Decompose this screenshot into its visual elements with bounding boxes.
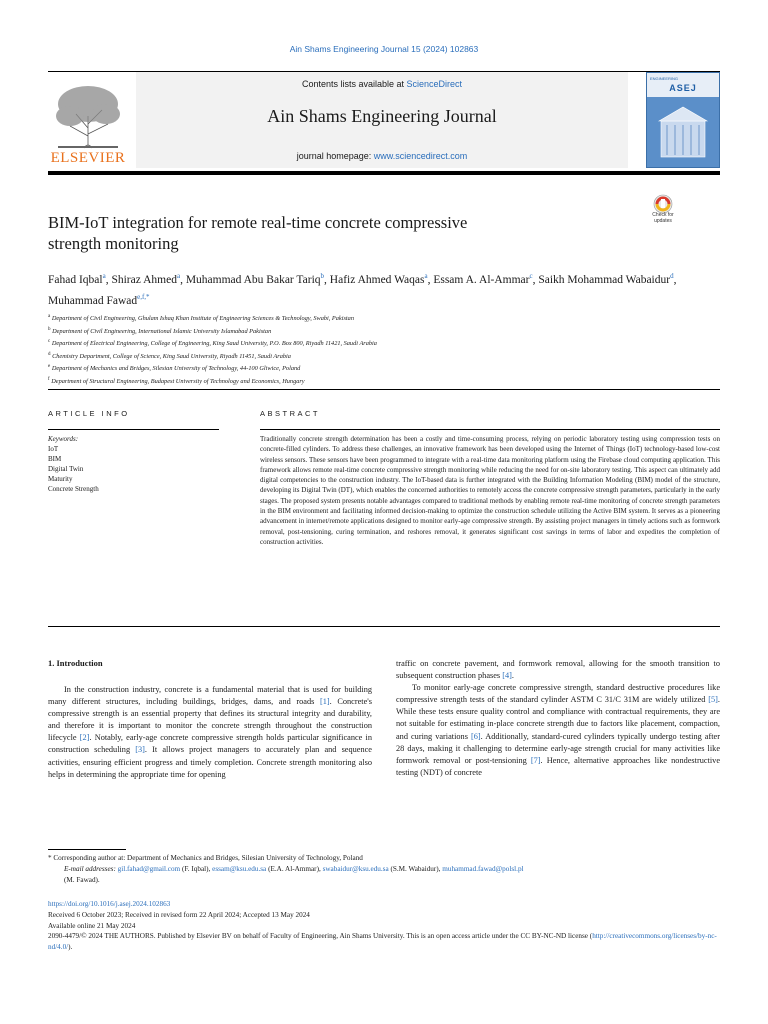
author-affiliation-mark[interactable]: e,f,* — [137, 292, 150, 301]
citation-link[interactable]: [7] — [530, 755, 541, 765]
keywords-list — [48, 444, 218, 494]
title-line-2: strength monitoring — [48, 234, 179, 253]
email-owner: (E.A. Al-Ammar), — [266, 864, 323, 873]
intro-paragraph-1 — [48, 684, 372, 781]
article-title — [48, 212, 608, 254]
cover-journal-abbr: ASEJ — [669, 83, 697, 93]
intro-paragraph-1-cont — [396, 658, 720, 682]
keyword: IoT — [48, 445, 59, 453]
affiliation — [48, 362, 688, 375]
affiliation-text: Department of Civil Engineering, Ghulam Ishaq Khan Institute of Engineering Sciences & Technology, Swabi, Pakistan — [51, 315, 354, 323]
citation-link[interactable]: [3] — [135, 745, 145, 755]
email-link[interactable]: muhammad.fawad@polsl.pl — [442, 864, 524, 873]
email-link[interactable]: essam@ksu.edu.sa — [212, 864, 267, 873]
paragraph-text: To monitor early-age concrete compressive strength, standard destructive procedures like compressive strength tests of the standard cylinder ASTM C 31/C 31M are widely utilized — [396, 683, 720, 705]
affiliation — [48, 337, 688, 350]
author-name[interactable]: Shiraz Ahmed — [111, 273, 177, 286]
email-tail: (M. Fawad). — [64, 875, 100, 884]
author-name[interactable]: Muhammad Fawad — [48, 294, 138, 307]
abstract-heading: ABSTRACT — [260, 409, 321, 418]
intro-paragraph-2 — [396, 682, 720, 779]
intro-right-column — [396, 658, 720, 779]
copyright-notice — [48, 931, 720, 953]
author-affiliation-mark[interactable]: a — [102, 272, 106, 280]
author-affiliation-mark[interactable]: a — [176, 272, 181, 280]
affiliation-text: Department of Civil Engineering, International Islamic University Islamabad Pakistan — [52, 327, 272, 335]
affiliation-text: Department of Mechanics and Bridges, Silesian University of Technology, 44-100 Gliwice, Poland — [51, 365, 301, 373]
journal-reference-link[interactable]: Ain Shams Engineering Journal 15 (2024) 102863 — [289, 44, 479, 54]
email-link[interactable]: gil.fahad@gmail.com — [117, 864, 181, 873]
paragraph-text: . Additionally, standard-cured cylinders typically undergo testing after 28 days, making it challenging to determine early-age strength crucial for many activities like formwork removal or post-tensioning — [396, 731, 720, 765]
publisher-name: ELSEVIER — [50, 150, 126, 166]
affiliation-mark: d — [48, 351, 51, 357]
footnotes — [48, 853, 720, 885]
email-link[interactable]: swabaidur@ksu.edu.sa — [322, 864, 389, 873]
author-name[interactable]: Saikh Mohammad Wabaidur — [538, 273, 671, 286]
keyword: BIM — [48, 455, 62, 463]
paragraph-text: traffic on concrete pavement, and formwork removal, allowing for the smooth transition to subsequent construction phases — [396, 659, 720, 681]
affiliation-mark: e — [48, 364, 51, 370]
contents-line — [136, 79, 628, 89]
check-text-line2: updates — [654, 218, 672, 224]
header-thick-rule — [48, 171, 720, 175]
citation-link[interactable]: [2] — [79, 733, 90, 743]
paragraph-text: . Concrete's compressive strength is an essential property that defines its structural integrity and durability, and therefore it is important to monitor the concrete strength throughout the construction lifecycle — [48, 697, 372, 743]
affiliation-mark: a — [48, 314, 51, 319]
paragraph-text: In the construction industry, concrete is a fundamental material that is used for building many different structures, including buildings, bridges, dams, and roads — [48, 685, 372, 707]
title-line-1: BIM-IoT integration for remote real-time concrete compressive — [48, 213, 468, 232]
affiliation-list — [48, 312, 688, 388]
introduction-heading: 1. Introduction — [48, 658, 103, 668]
intro-left-column — [48, 684, 372, 781]
paragraph-text: . It allows project managers to accurately plan and sequence activities, ensuring efficient progress and timely completion. Concrete strength monitoring also helps in determining the appropriate time for opening — [48, 745, 372, 779]
author-list: Fahad Iqbal$^a$, Shiraz Ahmed$^a$, Muhammad Abu Bakar Tariq$^b$, Hafiz Ahmed Waqas$^a$, Essam A. Al-Ammar$^c$, Saikh Mohammad Wabaidur$^d$, Muhammad Fawad$^{e,f,*}$ — [48, 272, 677, 307]
section-rule-top — [48, 389, 720, 390]
article-info-heading: ARTICLE INFO — [48, 409, 130, 418]
email-owner: (S.M. Wabaidur), — [388, 864, 443, 873]
affiliation-text: Department of Structural Engineering, Budapest University of Technology and Economics, Hungary — [51, 378, 305, 386]
copyright-tail: ). — [68, 943, 73, 952]
keyword: Maturity — [48, 475, 73, 483]
homepage-prefix: journal homepage: — [296, 151, 374, 161]
author-name[interactable]: Muhammad Abu Bakar Tariq — [185, 273, 321, 286]
cover-small-text: ENGINEERING — [650, 76, 679, 81]
paragraph-text: . While these tests ensure quality control and compliance with contractual requirements, they are not suitable for estimating in-place concrete strength due to factors like placement, compaction, and curing variations — [396, 695, 720, 741]
citation-link[interactable]: [6] — [470, 731, 481, 741]
copyright-text: 2090-4479/© 2024 THE AUTHORS. Published by Elsevier BV on behalf of Faculty of Engineering, Ain Shams University. This is an open access article under the CC BY-NC-ND license ( — [48, 932, 593, 941]
author-name[interactable]: Fahad Iqbal — [48, 273, 103, 286]
email-addresses — [48, 864, 720, 886]
keywords-block — [48, 434, 218, 494]
footnote-rule — [48, 849, 126, 850]
affiliation — [48, 375, 688, 388]
author-affiliation-mark[interactable]: b — [320, 272, 325, 280]
available-online: Available online 21 May 2024 — [48, 921, 136, 930]
license-link[interactable]: http://creativecommons.org/licenses/by-nc-nd/4.0/ — [48, 932, 717, 952]
journal-cover[interactable] — [646, 72, 720, 168]
check-for-updates-icon[interactable] — [645, 194, 681, 214]
affiliation — [48, 312, 688, 325]
affiliation-mark: c — [48, 339, 51, 345]
homepage-line — [136, 151, 628, 161]
abstract-text: Traditionally concrete strength determination has been a costly and time-consuming process, relying on periodic laboratory testing using compression tests on concrete-filled cylinders. To address these challenges, an innovative framework has been developed using the Internet of Things (IoT) technology-based low-cost wireless sensors. These sensors have been programmed to integrate with a real-time data monitoring platform using the Firebase cloud computing application. This framework allows remote real-time concrete compressive strength monitoring while reducing the need for on-site laboratory testing. This aspect can ultimately add digital competencies to the construction industry. The IoT-based data is further integrated with the Building Information Modeling (BIM) model of the structure, developing its Digital Twin (DT), which enables the concerned authorities to remotely access the concrete compressive strength parameters, particularly in the early stages. The proposed system presents notable advantages compared to traditional methods by enabling remote real-time monitoring of concrete strength parameters in the BIM environment and facilitating informed decision-making to optimize the construction schedule utilizing the Active BIM system. It serves as a pioneering advancement in internet/remote applications designed to monitor early-age compressive strength. By assisting project managers in timely actions such as formwork removal, post-tensioning, curing termination, and reshores removal, it generates significant cost savings in terms of labor and expedites the completion of construction activities. — [260, 435, 720, 546]
author-affiliation-mark[interactable]: a — [424, 272, 428, 280]
email-owner: (F. Iqbal), — [180, 864, 213, 873]
section-rule-bottom — [48, 626, 720, 627]
author-name[interactable]: Hafiz Ahmed Waqas — [329, 273, 425, 286]
paragraph-text: . Notably, early-age concrete compressive strength holds particular significance in construction scheduling — [48, 733, 373, 755]
abstract-rule — [260, 429, 720, 430]
check-for-updates-label[interactable] — [645, 212, 681, 224]
corresponding-author-note: * Corresponding author at: Department of Mechanics and Bridges, Silesian University of Technology, Poland — [48, 854, 363, 862]
paragraph-text: . Hence, alternative approaches like nondestructive testing (NDT) of concrete — [396, 755, 721, 777]
affiliation-text: Department of Electrical Engineering, College of Engineering, King Saud University, P.O. Box 800, Riyadh 11421, Saudi Arabia — [51, 340, 377, 348]
article-metadata — [48, 899, 720, 953]
citation-link[interactable]: [4] — [502, 671, 512, 681]
doi-link[interactable]: https://doi.org/10.1016/j.asej.2024.102863 — [48, 900, 171, 908]
received-dates: Received 6 October 2023; Received in revised form 22 April 2024; Accepted 13 May 2024 — [48, 910, 310, 919]
check-text-line1: Check for — [652, 212, 674, 218]
keyword: Digital Twin — [48, 465, 84, 473]
affiliation — [48, 325, 688, 338]
citation-link[interactable]: [1] — [319, 697, 330, 707]
sciencedirect-link[interactable]: ScienceDirect — [406, 79, 463, 89]
paragraph-text: . — [511, 671, 514, 681]
affiliation-mark: b — [48, 326, 51, 332]
author-name[interactable]: Essam A. Al-Ammar — [433, 273, 530, 286]
journal-title: Ain Shams Engineering Journal — [267, 106, 497, 126]
contents-prefix: Contents lists available at — [301, 79, 407, 89]
keywords-label: Keywords: — [48, 435, 79, 443]
author-affiliation-mark[interactable]: c — [529, 272, 533, 280]
author-affiliation-mark[interactable]: d — [670, 272, 674, 280]
affiliation-text: Chemistry Department, College of Science, King Saud University, Riyadh 11451, Saudi Arabia — [52, 352, 291, 360]
affiliation — [48, 350, 688, 363]
email-label: E-mail addresses: — [64, 864, 116, 873]
homepage-link[interactable]: www.sciencedirect.com — [373, 151, 468, 161]
article-info-rule — [48, 429, 219, 430]
affiliation-mark: f — [48, 376, 50, 382]
citation-link[interactable]: [5] — [708, 695, 718, 705]
keyword: Concrete Strength — [48, 485, 99, 493]
cover-building-art — [653, 101, 713, 161]
